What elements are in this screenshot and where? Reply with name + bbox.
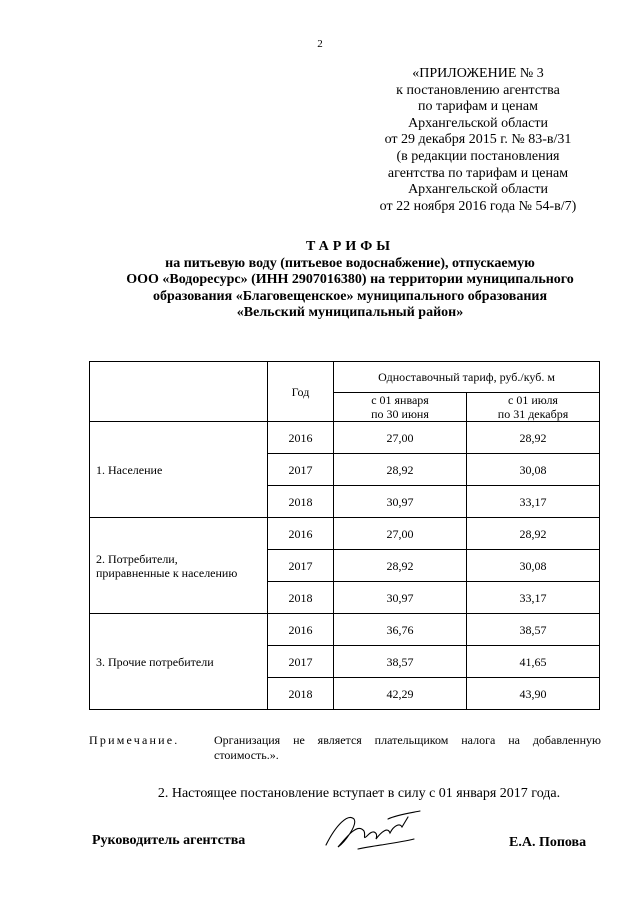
year-cell: 2016 [268,614,334,646]
effective-date-clause: 2. Настоящее постановление вступает в силу с 01 января 2017 года. [157,786,561,801]
header-period-2: с 01 июля по 31 декабря [467,393,600,422]
tariff-h1-cell: 28,92 [334,550,467,582]
note-label: Примечание. [89,733,180,747]
year-cell: 2017 [268,646,334,678]
tariff-h2-cell: 33,17 [467,582,600,614]
year-cell: 2018 [268,486,334,518]
appendix-line: (в редакции постановления [396,148,560,164]
appendix-line: к постановлению агентства [396,82,560,98]
signatory-name: Е.А. Попова [509,835,587,850]
tariff-table [89,361,600,710]
title-line: ООО «Водоресурс» (ИНН 2907016380) на территории муниципального [126,272,574,288]
category-cell: 3. Прочие потребители [90,614,268,710]
header-category [90,362,268,422]
tariff-h2-cell: 30,08 [467,550,600,582]
page-number: 2 [317,38,323,50]
table-row [90,422,600,454]
tariff-h2-cell: 43,90 [467,678,600,710]
title-line: образования «Благовещенское» муниципального образования [152,288,548,304]
title-heading: ТАРИФЫ [306,239,394,254]
year-cell: 2018 [268,582,334,614]
appendix-line: по тарифам и ценам [418,99,538,115]
appendix-line: «ПРИЛОЖЕНИЕ № 3 [412,66,544,81]
title-lines [60,256,640,322]
appendix-line: Архангельской области [408,115,548,131]
header-period-1: с 01 января по 30 июня [334,393,467,422]
signatory-title: Руководитель агентства [92,833,246,848]
appendix-line: от 22 ноября 2016 года № 54-в/7) [379,198,577,214]
tariff-h2-cell: 41,65 [467,646,600,678]
tariff-h1-cell: 30,97 [334,582,467,614]
title-line: «Вельский муниципальный район» [236,305,464,321]
tariff-h1-cell: 38,57 [334,646,467,678]
appendix-line: Архангельской области [408,182,548,198]
tariff-h2-cell: 28,92 [467,422,600,454]
tariff-h2-cell: 33,17 [467,486,600,518]
document-title [60,239,640,322]
category-cell: 1. Население [90,422,268,518]
appendix-line: агентства по тарифам и ценам [387,165,569,181]
tariff-h1-cell: 42,29 [334,678,467,710]
signature-icon [318,805,428,855]
year-cell: 2017 [268,550,334,582]
tariff-h1-cell: 36,76 [334,614,467,646]
tariff-h2-cell: 30,08 [467,454,600,486]
tariff-h1-cell: 27,00 [334,422,467,454]
category-cell: 2. Потребители, приравненные к населению [90,518,268,614]
note-text: Организация не является плательщиком налога на добавленную стоимость.». [214,733,601,762]
table-row [90,518,600,550]
tariff-h1-cell: 27,00 [334,518,467,550]
header-year: Год [268,362,334,422]
title-line: на питьевую воду (питьевое водоснабжение), отпускаемую [165,255,535,271]
appendix-line: от 29 декабря 2015 г. № 83-в/31 [384,132,572,148]
tariff-h2-cell: 38,57 [467,614,600,646]
tariff-h2-cell: 28,92 [467,518,600,550]
year-cell: 2016 [268,518,334,550]
tariff-h1-cell: 30,97 [334,486,467,518]
year-cell: 2016 [268,422,334,454]
year-cell: 2018 [268,678,334,710]
header-tariff: Одноставочный тариф, руб./куб. м [334,362,600,393]
table-row [90,614,600,646]
appendix-header [352,66,604,215]
year-cell: 2017 [268,454,334,486]
tariff-h1-cell: 28,92 [334,454,467,486]
